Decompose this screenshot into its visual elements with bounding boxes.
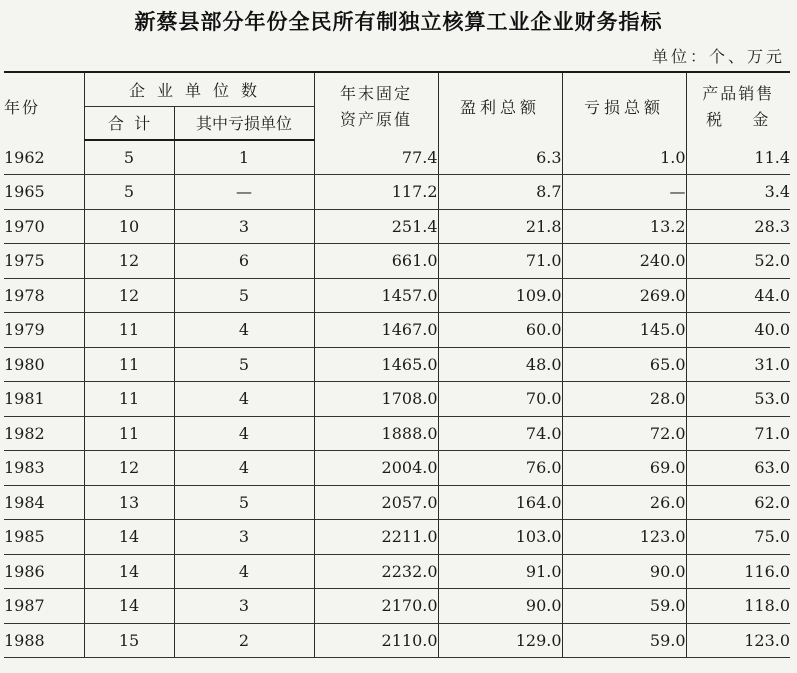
- finance-table: [4, 71, 790, 658]
- cell-profit: 70.0: [438, 382, 562, 417]
- table-row: [4, 485, 790, 520]
- cell-loss: 145.0: [562, 313, 686, 348]
- header-total: 合 计: [84, 106, 174, 140]
- table-row: [4, 278, 790, 313]
- cell-year: 1970: [4, 209, 84, 244]
- cell-fixed-assets: 2211.0: [314, 520, 438, 555]
- table-row: [4, 244, 790, 279]
- cell-tax: 31.0: [686, 347, 790, 382]
- table-row: [4, 382, 790, 417]
- cell-loss: 1.0: [562, 140, 686, 175]
- cell-total: 12: [84, 244, 174, 279]
- cell-loss: 269.0: [562, 278, 686, 313]
- cell-year: 1975: [4, 244, 84, 279]
- cell-tax: 116.0: [686, 554, 790, 589]
- cell-loss: —: [562, 175, 686, 210]
- cell-loss-units: 5: [174, 485, 314, 520]
- cell-total: 11: [84, 347, 174, 382]
- header-tax: [686, 72, 790, 140]
- cell-fixed-assets: 661.0: [314, 244, 438, 279]
- cell-loss-units: —: [174, 175, 314, 210]
- cell-year: 1988: [4, 623, 84, 658]
- cell-fixed-assets: 1708.0: [314, 382, 438, 417]
- cell-loss-units: 3: [174, 209, 314, 244]
- cell-loss-units: 4: [174, 554, 314, 589]
- cell-profit: 91.0: [438, 554, 562, 589]
- cell-tax: 71.0: [686, 416, 790, 451]
- cell-tax: 40.0: [686, 313, 790, 348]
- cell-profit: 48.0: [438, 347, 562, 382]
- cell-fixed-assets: 117.2: [314, 175, 438, 210]
- cell-profit: 109.0: [438, 278, 562, 313]
- cell-total: 15: [84, 623, 174, 658]
- cell-total: 14: [84, 520, 174, 555]
- cell-loss: 65.0: [562, 347, 686, 382]
- cell-total: 5: [84, 175, 174, 210]
- cell-profit: 76.0: [438, 451, 562, 486]
- cell-tax: 123.0: [686, 623, 790, 658]
- cell-total: 12: [84, 451, 174, 486]
- cell-profit: 8.7: [438, 175, 562, 210]
- table-row: [4, 313, 790, 348]
- table-row: [4, 416, 790, 451]
- cell-year: 1983: [4, 451, 84, 486]
- cell-tax: 3.4: [686, 175, 790, 210]
- table-row: [4, 554, 790, 589]
- cell-tax: 52.0: [686, 244, 790, 279]
- cell-tax: 62.0: [686, 485, 790, 520]
- cell-fixed-assets: 2004.0: [314, 451, 438, 486]
- cell-total: 11: [84, 382, 174, 417]
- cell-loss-units: 4: [174, 451, 314, 486]
- cell-year: 1984: [4, 485, 84, 520]
- cell-profit: 6.3: [438, 140, 562, 175]
- cell-tax: 118.0: [686, 589, 790, 624]
- cell-loss-units: 3: [174, 589, 314, 624]
- cell-tax: 63.0: [686, 451, 790, 486]
- header-row-1: [4, 72, 790, 106]
- cell-year: 1981: [4, 382, 84, 417]
- header-year: 年份: [4, 72, 84, 140]
- table-row: [4, 589, 790, 624]
- header-fixed-assets-line1: 年末固定: [340, 83, 413, 103]
- cell-profit: 164.0: [438, 485, 562, 520]
- cell-total: 11: [84, 416, 174, 451]
- cell-year: 1962: [4, 140, 84, 175]
- table-row: [4, 175, 790, 210]
- cell-total: 12: [84, 278, 174, 313]
- header-fixed-assets-line2: 资产原值: [340, 109, 413, 129]
- cell-year: 1985: [4, 520, 84, 555]
- cell-loss: 90.0: [562, 554, 686, 589]
- cell-fixed-assets: 1457.0: [314, 278, 438, 313]
- cell-year: 1979: [4, 313, 84, 348]
- cell-year: 1978: [4, 278, 84, 313]
- cell-loss-units: 4: [174, 382, 314, 417]
- cell-total: 5: [84, 140, 174, 175]
- page-title: 新蔡县部分年份全民所有制独立核算工业企业财务指标: [134, 10, 663, 34]
- cell-total: 14: [84, 589, 174, 624]
- cell-total: 11: [84, 313, 174, 348]
- cell-profit: 71.0: [438, 244, 562, 279]
- header-loss-units: 其中亏损单位: [174, 106, 314, 140]
- cell-fixed-assets: 1888.0: [314, 416, 438, 451]
- cell-profit: 90.0: [438, 589, 562, 624]
- header-fixed-assets: [314, 72, 438, 140]
- cell-tax: 53.0: [686, 382, 790, 417]
- cell-loss: 13.2: [562, 209, 686, 244]
- cell-loss-units: 6: [174, 244, 314, 279]
- cell-fixed-assets: 2057.0: [314, 485, 438, 520]
- header-tax-line2: 税 金: [706, 109, 771, 129]
- cell-profit: 103.0: [438, 520, 562, 555]
- cell-year: 1982: [4, 416, 84, 451]
- cell-loss: 123.0: [562, 520, 686, 555]
- unit-note: 单位：个、万元: [651, 47, 785, 66]
- table-row: [4, 209, 790, 244]
- cell-year: 1987: [4, 589, 84, 624]
- cell-year: 1980: [4, 347, 84, 382]
- header-tax-line1: 产品销售: [702, 83, 775, 103]
- cell-profit: 60.0: [438, 313, 562, 348]
- cell-loss: 72.0: [562, 416, 686, 451]
- header-profit: 盈利总额: [438, 72, 562, 140]
- cell-loss-units: 3: [174, 520, 314, 555]
- cell-total: 10: [84, 209, 174, 244]
- cell-loss-units: 4: [174, 313, 314, 348]
- cell-loss-units: 5: [174, 347, 314, 382]
- cell-fixed-assets: 251.4: [314, 209, 438, 244]
- cell-fixed-assets: 77.4: [314, 140, 438, 175]
- table-row: [4, 347, 790, 382]
- cell-profit: 74.0: [438, 416, 562, 451]
- cell-tax: 11.4: [686, 140, 790, 175]
- cell-tax: 44.0: [686, 278, 790, 313]
- cell-loss: 240.0: [562, 244, 686, 279]
- cell-loss-units: 2: [174, 623, 314, 658]
- cell-loss: 59.0: [562, 589, 686, 624]
- cell-loss: 69.0: [562, 451, 686, 486]
- cell-total: 14: [84, 554, 174, 589]
- cell-year: 1986: [4, 554, 84, 589]
- cell-tax: 75.0: [686, 520, 790, 555]
- cell-tax: 28.3: [686, 209, 790, 244]
- cell-fixed-assets: 2110.0: [314, 623, 438, 658]
- cell-loss-units: 4: [174, 416, 314, 451]
- header-loss: 亏损总额: [562, 72, 686, 140]
- cell-fixed-assets: 2232.0: [314, 554, 438, 589]
- cell-fixed-assets: 2170.0: [314, 589, 438, 624]
- table-row: [4, 140, 790, 175]
- header-enterprise-group: 企业单位数: [84, 72, 314, 106]
- cell-loss-units: 1: [174, 140, 314, 175]
- cell-year: 1965: [4, 175, 84, 210]
- table-body: [4, 140, 790, 658]
- cell-loss: 59.0: [562, 623, 686, 658]
- cell-loss-units: 5: [174, 278, 314, 313]
- cell-fixed-assets: 1465.0: [314, 347, 438, 382]
- cell-profit: 21.8: [438, 209, 562, 244]
- cell-loss: 28.0: [562, 382, 686, 417]
- cell-profit: 129.0: [438, 623, 562, 658]
- table-row: [4, 451, 790, 486]
- cell-loss: 26.0: [562, 485, 686, 520]
- cell-total: 13: [84, 485, 174, 520]
- table-row: [4, 520, 790, 555]
- table-row: [4, 623, 790, 658]
- cell-fixed-assets: 1467.0: [314, 313, 438, 348]
